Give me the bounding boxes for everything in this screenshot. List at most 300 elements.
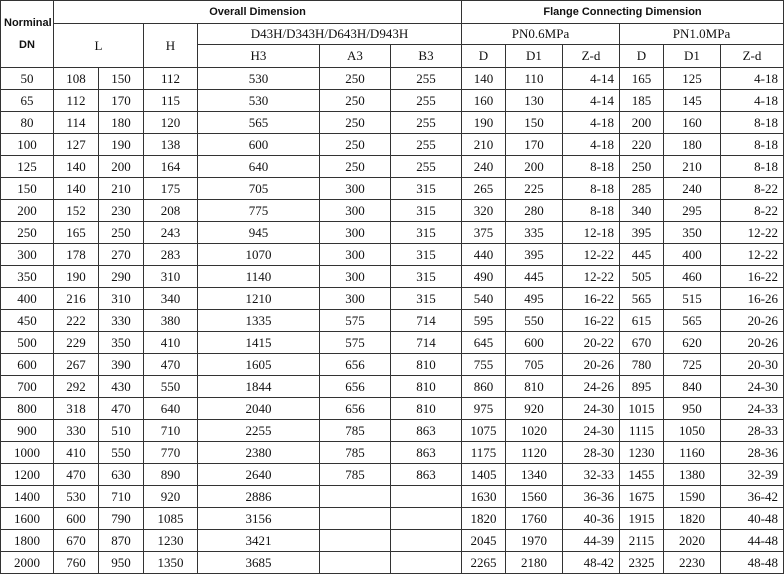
- l1-cell: 127: [54, 134, 99, 156]
- overall-dimension-header: Overall Dimension: [54, 1, 462, 24]
- b3-header: B3: [391, 45, 462, 68]
- pn06-d-cell: 375: [462, 222, 506, 244]
- pn10-d1-cell: 725: [664, 354, 721, 376]
- pn06-zd-cell: 12-22: [563, 266, 620, 288]
- pn10-zd-cell: 24-30: [721, 376, 784, 398]
- b3-cell: [391, 530, 462, 552]
- pn10-d-cell: 505: [620, 266, 664, 288]
- pn06-d-cell: 210: [462, 134, 506, 156]
- b3-cell: 315: [391, 266, 462, 288]
- pn10-d1-cell: 565: [664, 310, 721, 332]
- pn06-zd-cell: 16-22: [563, 310, 620, 332]
- pn10-d1-cell: 620: [664, 332, 721, 354]
- pn06-d1-cell: 225: [506, 178, 563, 200]
- a3-cell: 250: [320, 134, 391, 156]
- dn-cell: 1000: [1, 442, 54, 464]
- pn10-d1-cell: 350: [664, 222, 721, 244]
- h3-cell: 705: [198, 178, 320, 200]
- dn-cell: 80: [1, 112, 54, 134]
- pn10-d1-cell: 145: [664, 90, 721, 112]
- table-row: [1, 222, 784, 244]
- table-row: [1, 68, 784, 90]
- table-row: [1, 178, 784, 200]
- table-row: [1, 464, 784, 486]
- h3-header: H3: [198, 45, 320, 68]
- l1-cell: 267: [54, 354, 99, 376]
- table-row: [1, 134, 784, 156]
- pn10-zd-cell: 8-18: [721, 134, 784, 156]
- pn10-d-cell: 1015: [620, 398, 664, 420]
- pn06-d-cell: 860: [462, 376, 506, 398]
- dn-cell: 1200: [1, 464, 54, 486]
- b3-cell: 255: [391, 112, 462, 134]
- b3-cell: 863: [391, 420, 462, 442]
- pn06-d1-cell: 705: [506, 354, 563, 376]
- pn06-zd-cell: 24-30: [563, 420, 620, 442]
- dn-cell: 500: [1, 332, 54, 354]
- pn10-d-cell: 2325: [620, 552, 664, 574]
- pn06-d-cell: 1630: [462, 486, 506, 508]
- h3-cell: 1415: [198, 332, 320, 354]
- l1-cell: 216: [54, 288, 99, 310]
- l1-cell: 108: [54, 68, 99, 90]
- pn06-d1-cell: 150: [506, 112, 563, 134]
- pn10-d-cell: 285: [620, 178, 664, 200]
- h-cell: 208: [144, 200, 198, 222]
- pn06-d-cell: 140: [462, 68, 506, 90]
- h3-cell: 600: [198, 134, 320, 156]
- a3-cell: 300: [320, 178, 391, 200]
- l-header: L: [54, 24, 144, 68]
- dn-cell: 350: [1, 266, 54, 288]
- l2-cell: 170: [99, 90, 144, 112]
- pn06-zd-cell: 4-18: [563, 112, 620, 134]
- l1-cell: 140: [54, 156, 99, 178]
- l2-cell: 430: [99, 376, 144, 398]
- pn06-d1-cell: 550: [506, 310, 563, 332]
- l1-cell: 600: [54, 508, 99, 530]
- dn-cell: 1600: [1, 508, 54, 530]
- b3-cell: 255: [391, 156, 462, 178]
- pn10-zd-cell: 48-48: [721, 552, 784, 574]
- l2-cell: 790: [99, 508, 144, 530]
- dn-cell: 300: [1, 244, 54, 266]
- table-row: [1, 90, 784, 112]
- b3-cell: 714: [391, 310, 462, 332]
- table-row: [1, 112, 784, 134]
- pn10-d1-cell: 1160: [664, 442, 721, 464]
- l2-cell: 950: [99, 552, 144, 574]
- a3-cell: 250: [320, 68, 391, 90]
- l2-cell: 210: [99, 178, 144, 200]
- b3-cell: [391, 552, 462, 574]
- nominal-dn-header: [1, 1, 54, 68]
- pn06-d1-cell: 335: [506, 222, 563, 244]
- l1-cell: 152: [54, 200, 99, 222]
- l2-cell: 870: [99, 530, 144, 552]
- dn-cell: 50: [1, 68, 54, 90]
- dn-cell: 1400: [1, 486, 54, 508]
- pn10-zd-cell: 20-26: [721, 310, 784, 332]
- pn10-zd-cell: 24-33: [721, 398, 784, 420]
- l1-cell: 229: [54, 332, 99, 354]
- dn-cell: 150: [1, 178, 54, 200]
- table-row: [1, 156, 784, 178]
- h3-cell: 640: [198, 156, 320, 178]
- pn06-zd-cell: 20-22: [563, 332, 620, 354]
- pn10-d-cell: 395: [620, 222, 664, 244]
- dn-cell: 400: [1, 288, 54, 310]
- pn06-zd-cell: 4-14: [563, 68, 620, 90]
- pn06-d1-cell: 920: [506, 398, 563, 420]
- table-row: [1, 420, 784, 442]
- table-row: [1, 508, 784, 530]
- pn06-d1-cell: 1760: [506, 508, 563, 530]
- dn-cell: 65: [1, 90, 54, 112]
- dn-cell: 100: [1, 134, 54, 156]
- pn06-d1-cell: 810: [506, 376, 563, 398]
- a3-cell: 300: [320, 266, 391, 288]
- h-cell: 890: [144, 464, 198, 486]
- pn06-zd-cell: 8-18: [563, 200, 620, 222]
- pn06-d1-cell: 2180: [506, 552, 563, 574]
- h3-cell: 1140: [198, 266, 320, 288]
- pn10-d-cell: 220: [620, 134, 664, 156]
- pn06-zd-cell: 8-18: [563, 156, 620, 178]
- a3-cell: [320, 530, 391, 552]
- pn06-d-cell: 1405: [462, 464, 506, 486]
- pn10-d-cell: 200: [620, 112, 664, 134]
- table-row: [1, 398, 784, 420]
- l1-cell: 222: [54, 310, 99, 332]
- pn06-d-cell: 490: [462, 266, 506, 288]
- dn-cell: 2000: [1, 552, 54, 574]
- pn06-d-cell: 645: [462, 332, 506, 354]
- h-cell: 310: [144, 266, 198, 288]
- l1-cell: 670: [54, 530, 99, 552]
- pn06-zd-cell: 12-22: [563, 244, 620, 266]
- h3-cell: 3156: [198, 508, 320, 530]
- pn06-zd-cell: 4-18: [563, 134, 620, 156]
- b3-cell: 863: [391, 464, 462, 486]
- pn06-zd-cell: 28-30: [563, 442, 620, 464]
- pn10-d1-cell: 1050: [664, 420, 721, 442]
- table-row: [1, 332, 784, 354]
- b3-cell: 315: [391, 222, 462, 244]
- dn-cell: 250: [1, 222, 54, 244]
- a3-cell: 250: [320, 112, 391, 134]
- h-cell: 340: [144, 288, 198, 310]
- b3-cell: 315: [391, 200, 462, 222]
- b3-cell: 315: [391, 244, 462, 266]
- pn10-zd-cell: 20-26: [721, 332, 784, 354]
- h3-cell: 1070: [198, 244, 320, 266]
- pn10-d-cell: 780: [620, 354, 664, 376]
- table-row: [1, 486, 784, 508]
- b3-cell: 315: [391, 288, 462, 310]
- dn-cell: 125: [1, 156, 54, 178]
- table-row: [1, 442, 784, 464]
- pn10-d1-cell: 125: [664, 68, 721, 90]
- b3-cell: [391, 486, 462, 508]
- pn06-d1-cell: 495: [506, 288, 563, 310]
- nominal-label: Norminal: [4, 17, 52, 29]
- table-row: [1, 552, 784, 574]
- table-row: [1, 310, 784, 332]
- pn06-d1-cell: 1970: [506, 530, 563, 552]
- l1-cell: 178: [54, 244, 99, 266]
- pn10-zd-cell: 4-18: [721, 68, 784, 90]
- a3-cell: 656: [320, 354, 391, 376]
- h-cell: 120: [144, 112, 198, 134]
- l1-cell: 140: [54, 178, 99, 200]
- h-cell: 410: [144, 332, 198, 354]
- pn10-zd-cell: 8-18: [721, 156, 784, 178]
- dn-label: DN: [19, 39, 35, 51]
- pn10-d1-cell: 1820: [664, 508, 721, 530]
- l2-cell: 330: [99, 310, 144, 332]
- pn06-d1-cell: 1020: [506, 420, 563, 442]
- l1-cell: 165: [54, 222, 99, 244]
- pn06-d-cell: 1175: [462, 442, 506, 464]
- l2-cell: 180: [99, 112, 144, 134]
- pn10-d-cell: 445: [620, 244, 664, 266]
- h3-cell: 2040: [198, 398, 320, 420]
- pn10-zd-cell: 16-22: [721, 266, 784, 288]
- l2-cell: 230: [99, 200, 144, 222]
- pn10-d1-cell: 1380: [664, 464, 721, 486]
- pn10-d1-cell: 210: [664, 156, 721, 178]
- h3-cell: 530: [198, 90, 320, 112]
- h3-cell: 775: [198, 200, 320, 222]
- table-row: [1, 530, 784, 552]
- a3-cell: 300: [320, 288, 391, 310]
- pn10-d-cell: 895: [620, 376, 664, 398]
- b3-cell: 810: [391, 398, 462, 420]
- pn10-zd-cell: 12-22: [721, 222, 784, 244]
- pn06-d1-header: D1: [506, 45, 563, 68]
- pn06-d-cell: 975: [462, 398, 506, 420]
- l2-cell: 550: [99, 442, 144, 464]
- a3-cell: 575: [320, 332, 391, 354]
- pn06-d1-cell: 280: [506, 200, 563, 222]
- l2-cell: 510: [99, 420, 144, 442]
- h-cell: 920: [144, 486, 198, 508]
- b3-cell: [391, 508, 462, 530]
- a3-cell: 785: [320, 420, 391, 442]
- pn10-header: PN1.0MPa: [620, 24, 784, 45]
- h3-cell: 2380: [198, 442, 320, 464]
- l1-cell: 470: [54, 464, 99, 486]
- pn06-d-cell: 1075: [462, 420, 506, 442]
- pn10-zd-header: Z-d: [721, 45, 784, 68]
- h-cell: 640: [144, 398, 198, 420]
- l2-cell: 310: [99, 288, 144, 310]
- pn06-zd-cell: 36-36: [563, 486, 620, 508]
- a3-cell: 300: [320, 244, 391, 266]
- pn06-zd-cell: 24-30: [563, 398, 620, 420]
- flange-dimension-header: Flange Connecting Dimension: [462, 1, 784, 24]
- l2-cell: 390: [99, 354, 144, 376]
- pn10-d1-cell: 840: [664, 376, 721, 398]
- l1-cell: 330: [54, 420, 99, 442]
- pn10-d-cell: 565: [620, 288, 664, 310]
- h3-cell: 530: [198, 68, 320, 90]
- pn10-d1-cell: 950: [664, 398, 721, 420]
- pn10-d-cell: 1675: [620, 486, 664, 508]
- pn06-zd-cell: 32-33: [563, 464, 620, 486]
- pn10-zd-cell: 28-33: [721, 420, 784, 442]
- h-cell: 710: [144, 420, 198, 442]
- a3-cell: [320, 508, 391, 530]
- pn10-zd-cell: 40-48: [721, 508, 784, 530]
- pn06-d1-cell: 1340: [506, 464, 563, 486]
- pn10-d1-header: D1: [664, 45, 721, 68]
- h3-cell: 1210: [198, 288, 320, 310]
- pn06-d1-cell: 200: [506, 156, 563, 178]
- pn10-d-cell: 1915: [620, 508, 664, 530]
- pn10-zd-cell: 8-22: [721, 200, 784, 222]
- h3-cell: 2255: [198, 420, 320, 442]
- h3-cell: 2886: [198, 486, 320, 508]
- b3-cell: 863: [391, 442, 462, 464]
- l2-cell: 200: [99, 156, 144, 178]
- h-cell: 1230: [144, 530, 198, 552]
- h3-cell: 565: [198, 112, 320, 134]
- pn06-d-cell: 190: [462, 112, 506, 134]
- pn10-d-cell: 250: [620, 156, 664, 178]
- h-cell: 1085: [144, 508, 198, 530]
- dn-cell: 700: [1, 376, 54, 398]
- l2-cell: 290: [99, 266, 144, 288]
- l2-cell: 190: [99, 134, 144, 156]
- l1-cell: 410: [54, 442, 99, 464]
- a3-cell: [320, 552, 391, 574]
- pn06-zd-cell: 48-42: [563, 552, 620, 574]
- dn-cell: 1800: [1, 530, 54, 552]
- l2-cell: 350: [99, 332, 144, 354]
- h-cell: 164: [144, 156, 198, 178]
- pn10-d1-cell: 515: [664, 288, 721, 310]
- table-row: [1, 354, 784, 376]
- table-row: [1, 376, 784, 398]
- pn10-d-cell: 340: [620, 200, 664, 222]
- h-cell: 283: [144, 244, 198, 266]
- pn10-zd-cell: 32-39: [721, 464, 784, 486]
- l2-cell: 630: [99, 464, 144, 486]
- h3-cell: 3685: [198, 552, 320, 574]
- pn10-d1-cell: 2020: [664, 530, 721, 552]
- pn06-d-cell: 595: [462, 310, 506, 332]
- pn06-zd-cell: 12-18: [563, 222, 620, 244]
- pn06-d1-cell: 170: [506, 134, 563, 156]
- pn10-d1-cell: 160: [664, 112, 721, 134]
- h-cell: 243: [144, 222, 198, 244]
- pn10-d1-cell: 400: [664, 244, 721, 266]
- b3-cell: 255: [391, 68, 462, 90]
- pn10-zd-cell: 8-18: [721, 112, 784, 134]
- pn06-d-cell: 2045: [462, 530, 506, 552]
- pn10-d1-cell: 180: [664, 134, 721, 156]
- a3-header: A3: [320, 45, 391, 68]
- a3-cell: 656: [320, 398, 391, 420]
- dn-cell: 800: [1, 398, 54, 420]
- pn10-d-cell: 1115: [620, 420, 664, 442]
- pn06-zd-header: Z-d: [563, 45, 620, 68]
- l1-cell: 292: [54, 376, 99, 398]
- pn06-d-cell: 755: [462, 354, 506, 376]
- h-cell: 550: [144, 376, 198, 398]
- b3-cell: 714: [391, 332, 462, 354]
- table-row: [1, 200, 784, 222]
- a3-cell: 785: [320, 442, 391, 464]
- h3-cell: 1605: [198, 354, 320, 376]
- pn10-d1-cell: 460: [664, 266, 721, 288]
- table-row: [1, 266, 784, 288]
- l1-cell: 760: [54, 552, 99, 574]
- pn06-zd-cell: 44-39: [563, 530, 620, 552]
- pn10-d1-cell: 2230: [664, 552, 721, 574]
- pn10-zd-cell: 8-22: [721, 178, 784, 200]
- pn06-d-cell: 540: [462, 288, 506, 310]
- pn10-d1-cell: 295: [664, 200, 721, 222]
- pn10-zd-cell: 4-18: [721, 90, 784, 112]
- pn10-d-header: D: [620, 45, 664, 68]
- h3-cell: 1335: [198, 310, 320, 332]
- pn10-d1-cell: 240: [664, 178, 721, 200]
- pn10-d-cell: 1455: [620, 464, 664, 486]
- pn06-d-cell: 440: [462, 244, 506, 266]
- pn10-zd-cell: 12-22: [721, 244, 784, 266]
- pn10-d-cell: 615: [620, 310, 664, 332]
- a3-cell: [320, 486, 391, 508]
- l1-cell: 112: [54, 90, 99, 112]
- h3-cell: 3421: [198, 530, 320, 552]
- dn-cell: 200: [1, 200, 54, 222]
- pn10-zd-cell: 36-42: [721, 486, 784, 508]
- l1-cell: 114: [54, 112, 99, 134]
- pn06-header: PN0.6MPa: [462, 24, 620, 45]
- a3-cell: 785: [320, 464, 391, 486]
- h-header: H: [144, 24, 198, 68]
- table-row: [1, 288, 784, 310]
- h-cell: 770: [144, 442, 198, 464]
- pn10-zd-cell: 20-30: [721, 354, 784, 376]
- pn06-zd-cell: 40-36: [563, 508, 620, 530]
- a3-cell: 575: [320, 310, 391, 332]
- pn10-zd-cell: 44-48: [721, 530, 784, 552]
- a3-cell: 250: [320, 156, 391, 178]
- h-cell: 380: [144, 310, 198, 332]
- l2-cell: 470: [99, 398, 144, 420]
- a3-cell: 250: [320, 90, 391, 112]
- pn06-d-cell: 320: [462, 200, 506, 222]
- pn06-zd-cell: 4-14: [563, 90, 620, 112]
- pn10-d-cell: 165: [620, 68, 664, 90]
- pn06-d1-cell: 110: [506, 68, 563, 90]
- pn10-d-cell: 185: [620, 90, 664, 112]
- b3-cell: 255: [391, 134, 462, 156]
- h-cell: 115: [144, 90, 198, 112]
- h3-cell: 2640: [198, 464, 320, 486]
- b3-cell: 810: [391, 376, 462, 398]
- pn06-zd-cell: 20-26: [563, 354, 620, 376]
- pn06-d1-cell: 600: [506, 332, 563, 354]
- pn06-zd-cell: 8-18: [563, 178, 620, 200]
- a3-cell: 300: [320, 222, 391, 244]
- pn10-d-cell: 670: [620, 332, 664, 354]
- pn10-d-cell: 2115: [620, 530, 664, 552]
